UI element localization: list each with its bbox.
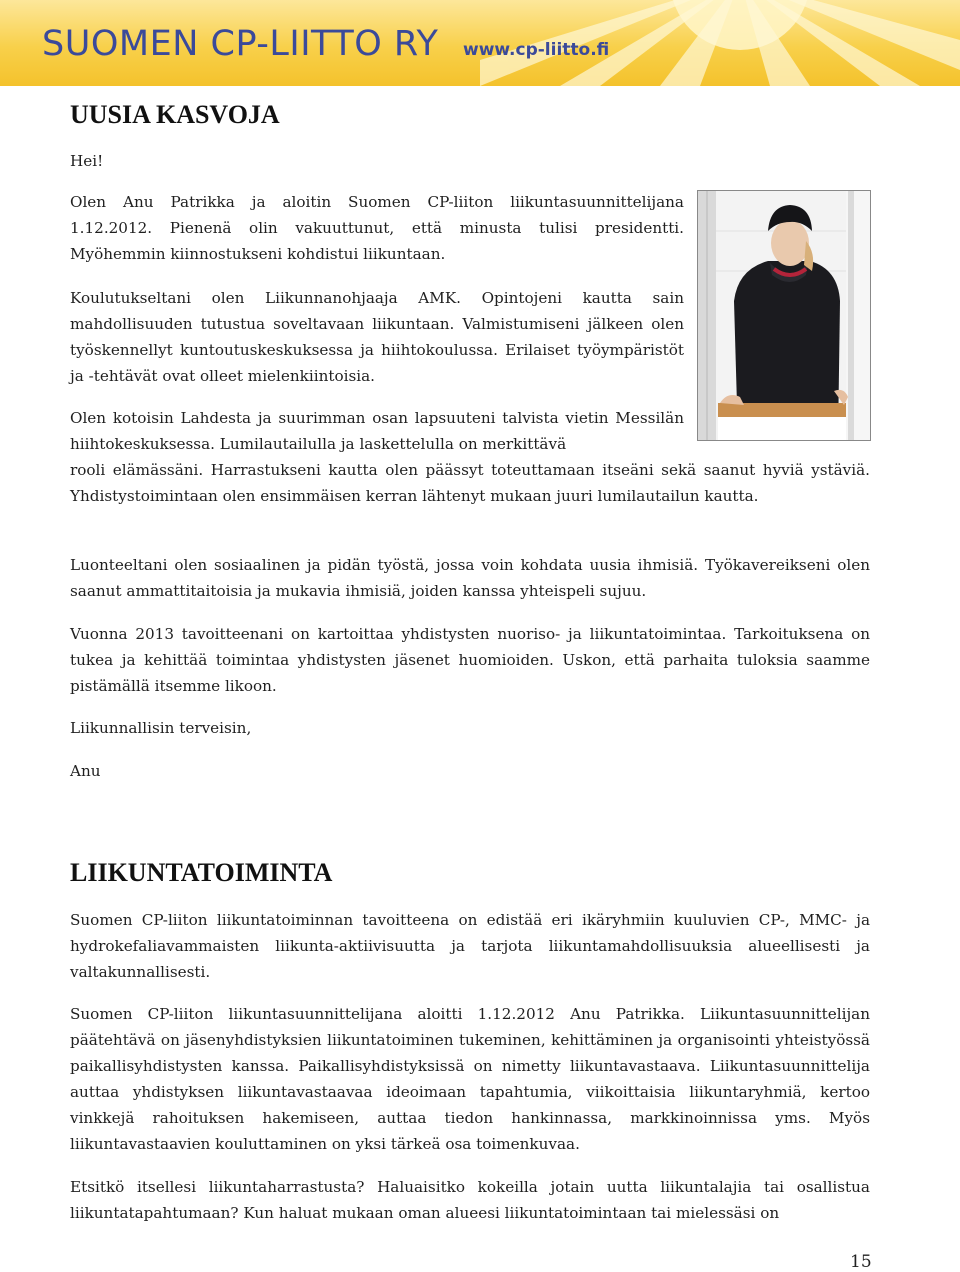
paragraph-hometown-start: Olen kotoisin Lahdesta ja suurimman osan lapsuuteni talvista vietin Messilän hiihtokeskuksessa. Lumilautailulla ja laskettelulla on merkittävä [70, 409, 684, 453]
paragraph-personality: Luonteeltani olen sosiaalinen ja pidän työstä, jossa voin kohdata uusia ihmisiä. Työkavereikseni olen saanut ammattitaitoisia ja mukavia ihmisiä, joiden kanssa yhteispeli sujuu. [70, 556, 870, 600]
paragraph-sports-planner: Suomen CP-liiton liikuntasuunnittelijana aloitti 1.12.2012 Anu Patrikka. Liikuntasuunnittelijan päätehtävä on jäsenyhdistyksien liikuntatoiminen tukeminen, kehittäminen ja organisointi yhteistyössä paikallisyhdistysten kanssa. Paikallisyhdistyksissä on nimetty liikuntavastaava. Liikuntasuunnittelija auttaa yhdistyksen liikuntavastaavaa ideoimaan tapahtumia, viikoittaisia liikuntaryhmiä, kertoo vinkkejä rahoituksen hakemiseen, auttaa tiedon hankinnassa, markkinoinnissa yms. Myös liikuntavastaavien kouluttaminen on yksi tärkeä osa toimenkuvaa. [70, 1005, 870, 1153]
section-heading-liikuntatoiminta: LIIKUNTATOIMINTA [70, 858, 333, 887]
org-name: SUOMEN CP-LIITTO RY [42, 24, 439, 64]
paragraph-intro: Olen Anu Patrikka ja aloitin Suomen CP-liiton liikuntasuunnittelijana 1.12.2012. Pienenä olin vakuuttunut, että minusta tulisi presidentti. Myöhemmin kiinnostukseni kohdistui liikuntaan. [70, 193, 684, 263]
paragraph-sports-goal: Suomen CP-liiton liikuntatoiminnan tavoitteena on edistää eri ikäryhmiin kuuluvien CP-, MMC- ja hydrokefaliavammaisten liikunta-aktiivisuutta ja tarjota liikuntamahdollisuuksia alueellisesti ja valtakunnallisesti. [70, 911, 870, 981]
org-url[interactable]: www.cp-liitto.fi [463, 40, 610, 60]
section-heading-uusia-kasvoja: UUSIA KASVOJA [70, 100, 280, 129]
page-number: 15 [850, 1252, 872, 1272]
paragraph-hometown-cont: rooli elämässäni. Harrastukseni kautta olen päässyt toteuttamaan itseäni sekä saanut hyviä ystäviä. Yhdistystoimintaan olen ensimmäisen kerran lähtenyt mukaan juuri lumilautailun kautta. [70, 461, 870, 505]
closing-line: Liikunnallisin terveisin, [70, 719, 252, 737]
header-banner [0, 0, 960, 86]
paragraph-goals: Vuonna 2013 tavoitteenani on kartoittaa yhdistysten nuoriso- ja liikuntatoimintaa. Tarkoituksena on tukea ja kehittää toimintaa yhdistysten jäsenet huomioiden. Uskon, että parhaita tuloksia saamme pistämällä itsemme likoon. [70, 625, 870, 695]
signature: Anu [70, 762, 101, 780]
paragraph-sports-question: Etsitkö itsellesi liikuntaharrastusta? Haluaisitko kokeilla jotain uutta liikuntalajia tai osallistua liikuntatapahtumaan? Kun haluat mukaan oman alueesi liikuntatoimintaan tai mielessäsi on [70, 1178, 870, 1222]
paragraph-education: Koulutukseltani olen Liikunnanohjaaja AMK. Opintojeni kautta sain mahdollisuuden tutustua soveltavaan liikuntaan. Valmistumiseni jälkeen olen työskennellyt kuntoutuskeskuksessa ja hiihtokoulussa. Erilaiset työympäristöt ja -tehtävät ovat olleet mielenkiintoisia. [70, 289, 684, 385]
portrait-photo [697, 190, 871, 441]
greeting: Hei! [70, 152, 104, 170]
